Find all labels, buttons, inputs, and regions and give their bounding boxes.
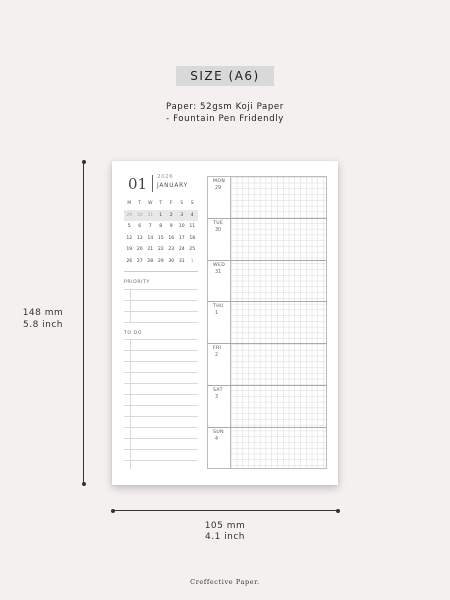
todo-margin-line: [130, 339, 131, 469]
calendar-divider: [124, 271, 198, 272]
calendar-day: 26: [126, 258, 133, 264]
calendar-day: 10: [178, 224, 185, 230]
day-name-sun: SUN: [213, 430, 224, 435]
day-name-fri: FRI: [213, 346, 222, 351]
day-name-thu: THU: [213, 304, 224, 309]
calendar-day: 20: [136, 247, 143, 253]
brand-name: Creffective Paper.: [190, 578, 260, 586]
todo-line: [124, 438, 198, 439]
calendar-day: 2: [169, 212, 173, 218]
day-number-sun: 4: [215, 437, 219, 442]
mini-calendar-week: [124, 221, 198, 233]
weekday-header: M: [127, 201, 132, 207]
calendar-day: 15: [157, 235, 164, 241]
paper-description-line2: - Fountain Pen Fridendly: [166, 114, 284, 124]
calendar-day: 13: [136, 235, 143, 241]
calendar-day: 12: [126, 235, 133, 241]
mini-calendar: [124, 198, 198, 267]
height-dimension-top-dot: [82, 160, 86, 164]
calendar-day: 22: [157, 247, 164, 253]
day-label-column: [207, 176, 231, 469]
todo-line: [124, 350, 198, 351]
calendar-day: 1: [159, 212, 163, 218]
mini-calendar-week-highlighted: [124, 210, 198, 222]
calendar-day: 28: [147, 258, 154, 264]
day-number-wed: 31: [215, 270, 222, 275]
calendar-day: 8: [159, 224, 163, 230]
weekday-header: S: [190, 201, 194, 207]
year-label: 2026: [157, 174, 174, 180]
day-name-wed: WED: [213, 263, 226, 268]
day-divider: [207, 260, 327, 261]
day-number-tue: 30: [215, 228, 222, 233]
todo-title: TO DO: [124, 331, 143, 336]
calendar-day: 3: [180, 212, 184, 218]
width-dimension-right-dot: [336, 509, 340, 513]
mini-calendar-week: [124, 233, 198, 245]
size-badge: SIZE (A6): [176, 66, 274, 86]
day-divider: [207, 301, 327, 302]
day-divider: [207, 218, 327, 219]
todo-line: [124, 460, 198, 461]
day-divider: [207, 385, 327, 386]
calendar-day: 24: [178, 247, 185, 253]
width-mm-label: 105 mm: [204, 521, 246, 531]
calendar-day: 6: [138, 224, 142, 230]
month-name: JANUARY: [157, 183, 188, 189]
calendar-day: 11: [189, 224, 196, 230]
calendar-day: 21: [147, 247, 154, 253]
priority-line: [124, 300, 198, 301]
width-dimension-left-dot: [111, 509, 115, 513]
weekday-header: F: [169, 201, 173, 207]
priority-title: PRIORITY: [124, 280, 150, 285]
calendar-day: 31: [147, 212, 154, 218]
day-number-mon: 29: [215, 186, 222, 191]
calendar-day: 23: [168, 247, 175, 253]
priority-line: [124, 289, 198, 290]
weekday-header: W: [147, 201, 153, 207]
mini-calendar-week: [124, 244, 198, 256]
priority-line: [124, 311, 198, 312]
calendar-day: 17: [178, 235, 185, 241]
todo-line: [124, 372, 198, 373]
month-separator: [152, 175, 153, 192]
day-divider: [207, 343, 327, 344]
paper-description-line1: Paper: 52gsm Koji Paper: [166, 102, 284, 112]
day-number-thu: 1: [215, 311, 219, 316]
height-mm-label: 148 mm: [22, 308, 64, 318]
height-dimension-line: [83, 162, 84, 484]
calendar-day: 4: [190, 212, 194, 218]
day-divider: [207, 427, 327, 428]
calendar-day: 29: [126, 212, 133, 218]
calendar-day: 1: [190, 258, 194, 264]
calendar-day: 31: [178, 258, 185, 264]
todo-line: [124, 427, 198, 428]
day-number-sat: 3: [215, 395, 219, 400]
width-dimension-line: [113, 510, 338, 511]
calendar-day: 14: [147, 235, 154, 241]
weekday-header: T: [138, 201, 142, 207]
todo-line: [124, 416, 198, 417]
day-name-mon: MON: [213, 179, 226, 184]
height-dimension-bottom-dot: [82, 482, 86, 486]
calendar-day: 7: [148, 224, 152, 230]
width-inch-label: 4.1 inch: [204, 532, 246, 542]
calendar-day: 16: [168, 235, 175, 241]
calendar-day: 25: [189, 247, 196, 253]
day-name-tue: TUE: [213, 221, 224, 226]
planner-sheet: [112, 161, 338, 485]
calendar-day: 18: [189, 235, 196, 241]
todo-line: [124, 383, 198, 384]
priority-line: [124, 322, 198, 323]
todo-line: [124, 405, 198, 406]
calendar-day: 9: [169, 224, 173, 230]
mini-calendar-header: [124, 198, 198, 210]
calendar-day: 30: [168, 258, 175, 264]
day-name-sat: SAT: [213, 388, 223, 393]
calendar-day: 19: [126, 247, 133, 253]
todo-line: [124, 361, 198, 362]
month-number: 01: [128, 175, 148, 193]
weekday-header: S: [180, 201, 184, 207]
todo-line: [124, 449, 198, 450]
calendar-day: 27: [136, 258, 143, 264]
calendar-day: 30: [136, 212, 143, 218]
day-number-fri: 2: [215, 353, 219, 358]
height-inch-label: 5.8 inch: [22, 320, 64, 330]
todo-line: [124, 339, 198, 340]
mini-calendar-week: [124, 256, 198, 268]
calendar-day: 5: [127, 224, 131, 230]
calendar-day: 29: [157, 258, 164, 264]
priority-margin-line: [130, 289, 131, 322]
todo-line: [124, 394, 198, 395]
weekday-header: T: [159, 201, 163, 207]
